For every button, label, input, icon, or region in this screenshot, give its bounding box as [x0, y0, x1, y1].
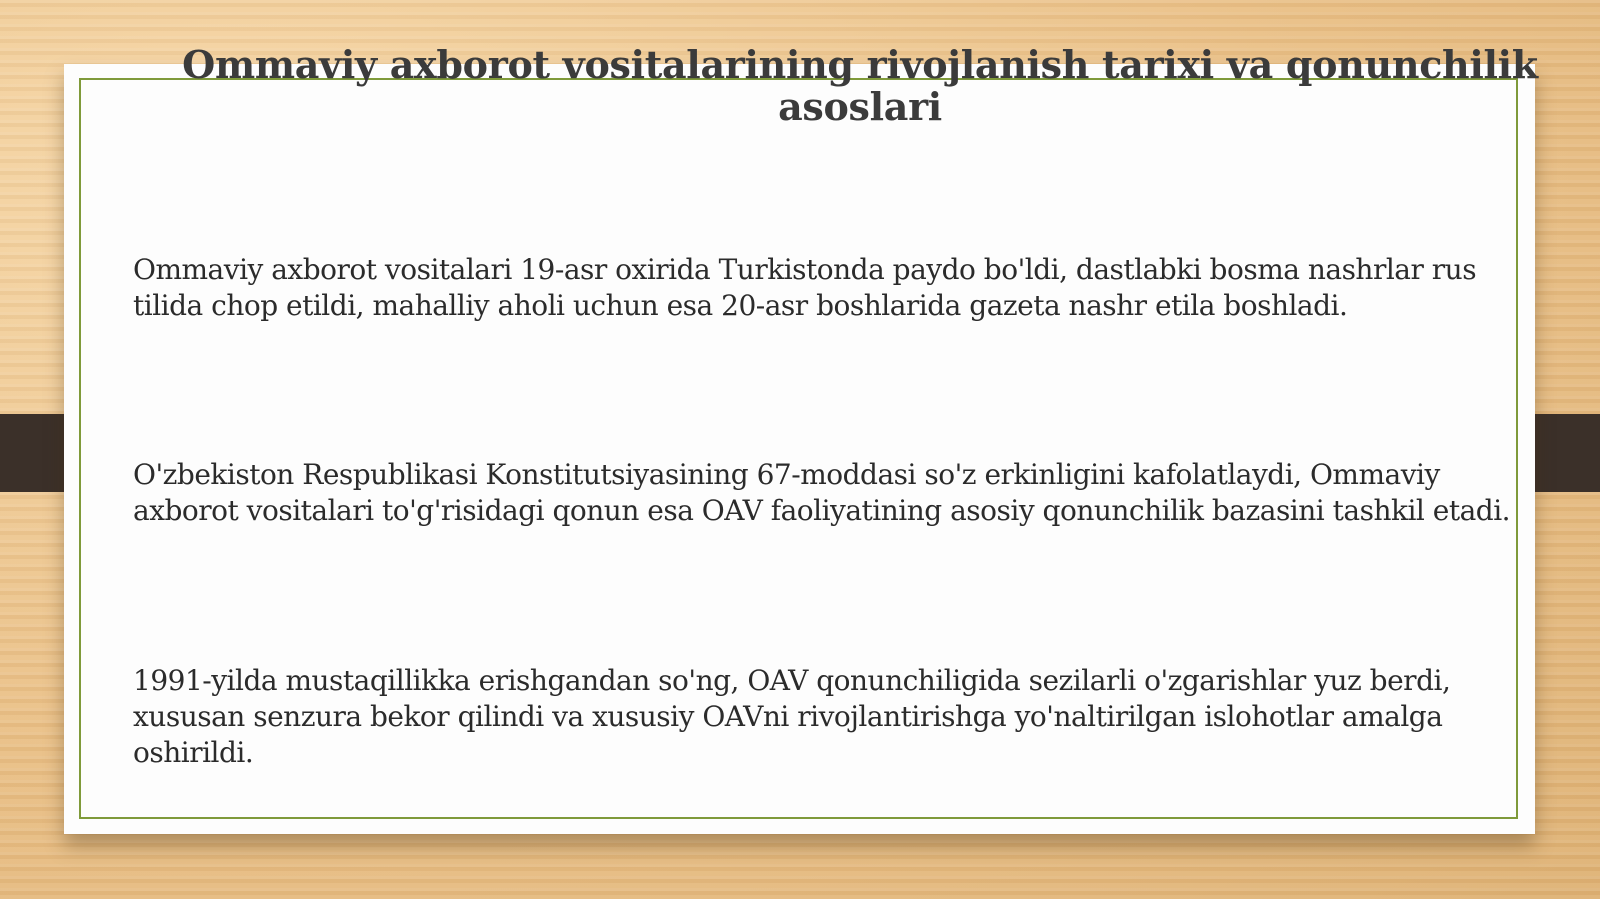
- paragraph-independence: 1991-yilda mustaqillikka erishgandan so'ng, OAV qonunchiligida sezilarli o'zgarishlar yuz berdi, xususan senzura bekor qilindi va xususiy OAVni rivojlantirishga yo'naltirilgan islohotlar amalga oshirildi.: [133, 664, 1451, 769]
- paragraph-constitution: O'zbekiston Respublikasi Konstitutsiyasining 67-moddasi so'z erkinligini kafolatlaydi, Ommaviy axborot vositalari to'g'risidagi qonun esa OAV faoliyatining asosiy qonunchilik bazasini tashkil etadi.: [133, 458, 1511, 527]
- paragraph-history: Ommaviy axborot vositalari 19-asr oxirida Turkistonda paydo bo'ldi, dastlabki bosma nashrlar rus tilida chop etildi, mahalliy aholi uchun esa 20-asr boshlarida gazeta nashr etila boshladi.: [133, 253, 1477, 322]
- slide-title: Ommaviy axborot vositalarining rivojlanish tarixi va qonunchilik asoslari: [182, 42, 1538, 129]
